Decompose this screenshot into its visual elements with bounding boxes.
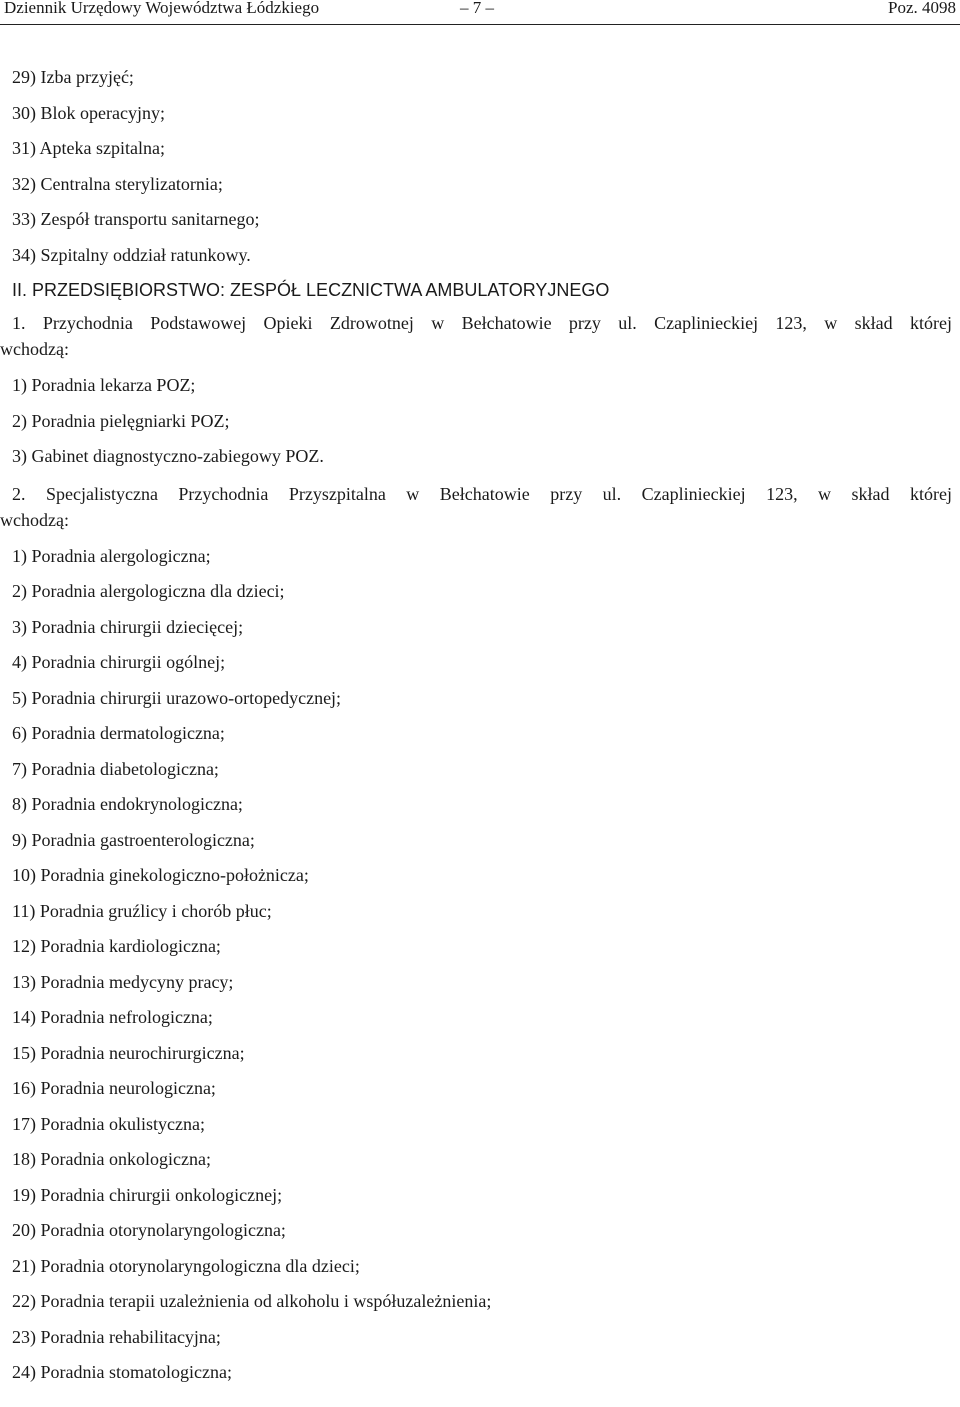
unit1-heading-line2: wchodzą: bbox=[0, 339, 69, 359]
document-body bbox=[0, 66, 960, 1397]
list-item: 16) Poradnia neurologiczna; bbox=[12, 1078, 216, 1098]
list-item: 2) Poradnia alergologiczna dla dzieci; bbox=[12, 581, 285, 601]
list-item: 32) Centralna sterylizatornia; bbox=[12, 173, 223, 194]
list-item: 14) Poradnia nefrologiczna; bbox=[12, 1007, 213, 1027]
position-number: Poz. 4098 bbox=[888, 0, 956, 17]
list-item: 3) Poradnia chirurgii dziecięcej; bbox=[12, 616, 244, 637]
list-item: 1) Poradnia alergologiczna; bbox=[12, 545, 211, 566]
list-item: 29) Izba przyjęć; bbox=[12, 67, 134, 87]
list-item: 30) Blok operacyjny; bbox=[12, 102, 165, 123]
list-item: 3) Gabinet diagnostyczno-zabiegowy POZ. bbox=[12, 446, 324, 466]
list-item: 10) Poradnia ginekologiczno-położnicza; bbox=[12, 865, 309, 885]
list-item: 7) Poradnia diabetologiczna; bbox=[12, 758, 219, 779]
unit2-heading-line1: 2. Specjalistyczna Przychodnia Przyszpitalna w Bełchatowie przy ul. Czaplinieckiej 123, w skład której bbox=[12, 483, 952, 504]
unit1-heading bbox=[0, 310, 960, 362]
list-item: 2) Poradnia pielęgniarki POZ; bbox=[12, 410, 230, 431]
section-title: II. PRZEDSIĘBIORSTWO: ZESPÓŁ LECZNICTWA AMBULATORYJNEGO bbox=[12, 280, 610, 300]
list-item: 1) Poradnia lekarza POZ; bbox=[12, 375, 196, 395]
list-item: 22) Poradnia terapii uzależnienia od alkoholu i współuzależnienia; bbox=[12, 1291, 492, 1311]
page-number: – 7 – bbox=[460, 0, 494, 17]
list-item: 5) Poradnia chirurgii urazowo-ortopedycznej; bbox=[12, 687, 342, 708]
list-item: 34) Szpitalny oddział ratunkowy. bbox=[12, 244, 251, 265]
list-item: 19) Poradnia chirurgii onkologicznej; bbox=[12, 1184, 283, 1205]
list-item: 15) Poradnia neurochirurgiczna; bbox=[12, 1042, 245, 1063]
list-item: 8) Poradnia endokrynologiczna; bbox=[12, 794, 243, 814]
list-item: 31) Apteka szpitalna; bbox=[12, 138, 165, 158]
list-item: 13) Poradnia medycyny pracy; bbox=[12, 971, 234, 992]
unit2-heading-line2: wchodzą: bbox=[0, 509, 69, 530]
list-item: 12) Poradnia kardiologiczna; bbox=[12, 936, 221, 956]
list-item: 9) Poradnia gastroenterologiczna; bbox=[12, 829, 255, 850]
list-item: 6) Poradnia dermatologiczna; bbox=[12, 723, 225, 743]
list-item: 33) Zespół transportu sanitarnego; bbox=[12, 209, 260, 229]
unit2-heading bbox=[0, 481, 960, 533]
list-item: 4) Poradnia chirurgii ogólnej; bbox=[12, 652, 226, 672]
journal-title: Dziennik Urzędowy Województwa Łódzkiego bbox=[4, 0, 320, 17]
list-item: 17) Poradnia okulistyczna; bbox=[12, 1113, 205, 1134]
unit1-heading-line1: 1. Przychodnia Podstawowej Opieki Zdrowotnej w Bełchatowie przy ul. Czaplinieckiej 123, w skład której bbox=[12, 313, 952, 333]
list-item: 18) Poradnia onkologiczna; bbox=[12, 1149, 211, 1169]
list-item: 23) Poradnia rehabilitacyjna; bbox=[12, 1326, 221, 1347]
list-item: 21) Poradnia otorynolaryngologiczna dla dzieci; bbox=[12, 1255, 360, 1276]
list-item: 20) Poradnia otorynolaryngologiczna; bbox=[12, 1220, 286, 1240]
list-item: 11) Poradnia gruźlicy i chorób płuc; bbox=[12, 900, 272, 921]
page-header bbox=[0, 0, 960, 25]
list-item: 24) Poradnia stomatologiczna; bbox=[12, 1362, 232, 1382]
